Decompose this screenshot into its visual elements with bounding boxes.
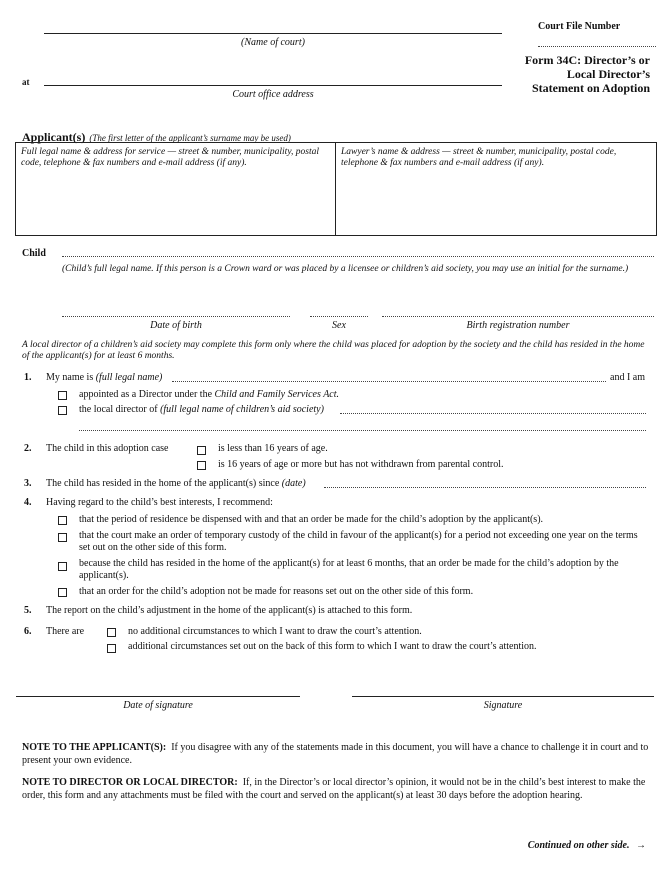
residence-date-field[interactable] xyxy=(324,487,646,488)
item-3-lead-text: The child has resided in the home of the applicant(s) since xyxy=(46,478,280,489)
dispense-residence-checkbox[interactable] xyxy=(58,516,67,525)
local-director-checkbox[interactable] xyxy=(58,406,67,415)
adoption-order-label: because the child has resided in the home of the applicant(s) for at least 6 months, that an order be made for the child’s adoption by the applicant(s). xyxy=(79,558,619,581)
over-16-label: is 16 years of age or more but has not withdrawn from parental control. xyxy=(218,459,504,470)
no-adoption-order-label: that an order for the child’s adoption not be made for reasons set out on the other side of this form. xyxy=(79,586,474,597)
director-name-field[interactable] xyxy=(172,381,606,382)
society-name-field-continued[interactable] xyxy=(79,430,646,431)
form-title-line3: Statement on Adoption xyxy=(531,81,650,95)
date-of-signature-line[interactable] xyxy=(16,696,300,697)
applicants-heading-note: (The first letter of the applicant’s surname may be used) xyxy=(89,133,291,143)
temporary-custody-label: that the court make an order of temporary custody of the child in favour of the applicant(s) for a period not exceeding one year on the terms set out on the other side of this form. xyxy=(79,530,638,553)
item-1-lead-note: (full legal name) xyxy=(95,372,163,383)
item-1-tail: and I am xyxy=(610,372,645,383)
child-name-field[interactable] xyxy=(62,256,654,257)
form-title-line2: Local Director’s xyxy=(566,67,650,81)
temporary-custody-checkbox[interactable] xyxy=(58,533,67,542)
cfsa-act-name: Child and Family Services Act. xyxy=(214,389,340,400)
date-of-signature-caption: Date of signature xyxy=(123,700,193,711)
note-to-director xyxy=(22,776,652,802)
note-to-applicant-heading: NOTE TO THE APPLICANT(S): xyxy=(22,742,167,753)
form-title xyxy=(510,53,650,95)
item-1-lead-text: My name is xyxy=(46,372,94,383)
birth-registration-field[interactable] xyxy=(382,316,654,317)
sex-caption: Sex xyxy=(332,320,346,331)
appointed-director-text: appointed as a Director under the xyxy=(79,389,215,400)
additional-circumstances-checkbox[interactable] xyxy=(107,644,116,653)
no-additional-circumstances-label: no additional circumstances to which I want to draw the court’s attention. xyxy=(128,626,422,637)
item-4-lead: Having regard to the child’s best interests, I recommend: xyxy=(46,497,273,508)
applicants-heading-text: Applicant(s) xyxy=(22,130,86,144)
child-label: Child xyxy=(22,248,46,259)
appointed-director-label xyxy=(79,389,339,400)
court-file-number-label: Court File Number xyxy=(538,21,621,32)
no-adoption-order-checkbox[interactable] xyxy=(58,588,67,597)
under-16-label: is less than 16 years of age. xyxy=(218,443,328,454)
adoption-order-checkbox[interactable] xyxy=(58,562,67,571)
continued-text: Continued on other side. xyxy=(527,840,630,851)
at-label: at xyxy=(22,77,30,87)
applicants-table-divider xyxy=(335,142,336,236)
note-to-director-heading: NOTE TO DIRECTOR OR LOCAL DIRECTOR: xyxy=(22,777,238,788)
over-16-checkbox[interactable] xyxy=(197,461,206,470)
local-director-label xyxy=(79,404,324,415)
note-to-applicant-text: If you disagree with any of the statements made in this document, you will have a chance to challenge it in court and to present your own evidence. xyxy=(22,742,649,766)
item-5-number: 5. xyxy=(24,605,32,616)
court-address-line[interactable] xyxy=(44,85,502,86)
additional-circumstances-label: additional circumstances set out on the back of this form to which I want to draw the court’s attention. xyxy=(128,641,537,652)
sex-field[interactable] xyxy=(310,316,368,317)
signature-line[interactable] xyxy=(352,696,654,697)
name-of-court-caption: (Name of court) xyxy=(241,37,305,48)
applicant-address-label[interactable]: Full legal name & address for service — street & number, municipality, postal code, telephone & fax numbers and e-mail address (if any). xyxy=(21,147,319,168)
signature-caption: Signature xyxy=(483,700,523,711)
intro-text: A local director of a children’s aid society may complete this form only where the child was placed for adoption by the society and the child has resided in the home of the applicant(s) for at least 6 months. xyxy=(22,340,645,361)
arrow-right-icon: → xyxy=(636,840,646,851)
date-of-birth-field[interactable] xyxy=(62,316,290,317)
court-address-caption: Court office address xyxy=(232,89,314,100)
no-additional-circumstances-checkbox[interactable] xyxy=(107,628,116,637)
item-3-number: 3. xyxy=(24,478,32,489)
child-name-note: (Child’s full legal name. If this person is a Crown ward or was placed by a licensee or children’s aid society, you may use an initial for the surname.) xyxy=(62,264,629,274)
item-5-text: The report on the child’s adjustment in the home of the applicant(s) is attached to this form. xyxy=(46,605,413,616)
dispense-residence-label: that the period of residence be dispensed with and that an order be made for the child’s adoption by the applicant(s). xyxy=(79,514,544,525)
item-3-lead-note: (date) xyxy=(281,478,306,489)
society-name-field[interactable] xyxy=(340,413,646,414)
birth-registration-caption: Birth registration number xyxy=(466,320,570,331)
item-2-lead: The child in this adoption case xyxy=(46,443,169,454)
item-6-number: 6. xyxy=(24,626,32,637)
note-to-director-text: If, in the Director’s or local director’s opinion, it would not be in the child’s best interest to make the order, this form and any attachments must be filed with the court and served on the applicant(s) at least 30 days before the adoption hearing. xyxy=(22,777,646,801)
court-name-line[interactable] xyxy=(44,33,502,34)
court-file-number-field[interactable] xyxy=(538,46,656,47)
appointed-director-checkbox[interactable] xyxy=(58,391,67,400)
note-to-applicant xyxy=(22,741,652,767)
local-director-text: the local director of xyxy=(79,404,161,415)
date-of-birth-caption: Date of birth xyxy=(150,320,202,331)
under-16-checkbox[interactable] xyxy=(197,446,206,455)
local-director-note: (full legal name of children’s aid society) xyxy=(160,404,324,415)
lawyer-address-label[interactable]: Lawyer’s name & address — street & number, municipality, postal code, telephone & fax numbers and e-mail address (if any). xyxy=(341,147,617,168)
item-3-lead xyxy=(46,478,306,489)
form-title-line1: Form 34C: Director’s or xyxy=(524,53,650,67)
item-1-lead xyxy=(46,372,162,383)
item-6-lead: There are xyxy=(46,626,85,637)
item-2-number: 2. xyxy=(24,443,32,454)
continued-on-other-side xyxy=(460,840,646,851)
item-4-number: 4. xyxy=(24,497,32,508)
item-1-number: 1. xyxy=(24,372,32,383)
